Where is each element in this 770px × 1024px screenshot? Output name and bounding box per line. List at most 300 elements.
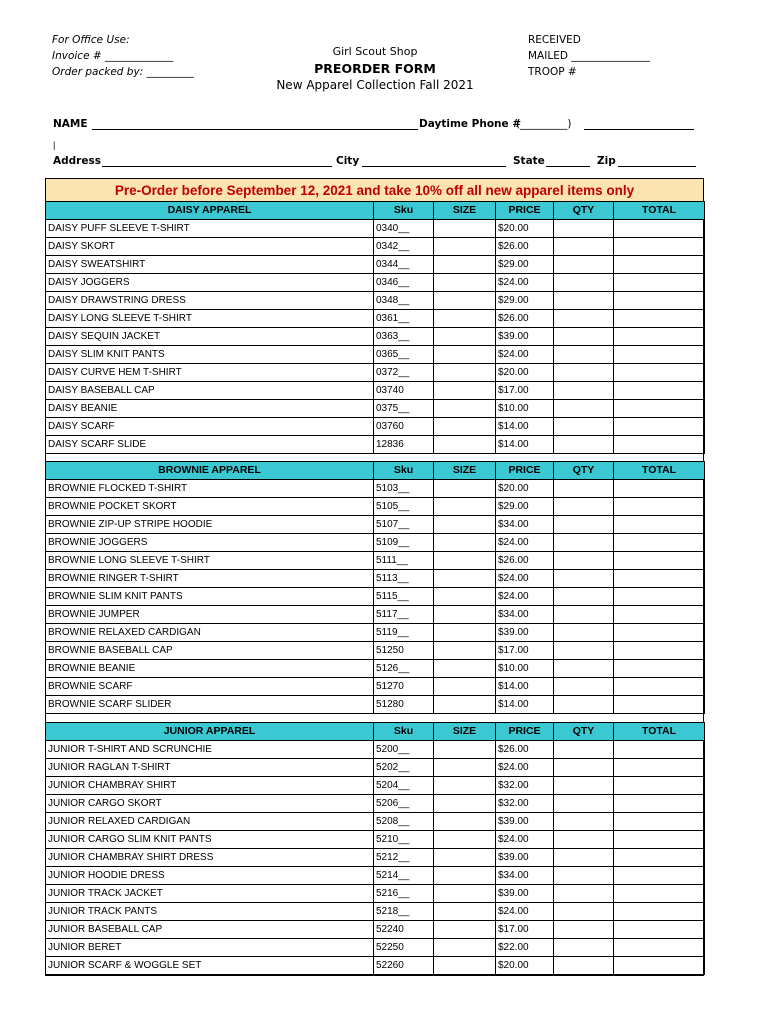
item-name: JUNIOR CHAMBRAY SHIRT DRESS [46, 849, 374, 867]
item-size-cell[interactable] [434, 292, 496, 310]
table-row [46, 624, 705, 642]
item-name: JUNIOR BASEBALL CAP [46, 921, 374, 939]
item-qty-cell[interactable] [554, 903, 614, 921]
received-block [528, 32, 650, 80]
item-qty-cell[interactable] [554, 328, 614, 346]
item-name: JUNIOR RAGLAN T-SHIRT [46, 759, 374, 777]
item-qty-cell[interactable] [554, 238, 614, 256]
item-total-cell[interactable] [614, 418, 705, 436]
item-price: $17.00 [496, 921, 554, 939]
item-qty-cell[interactable] [554, 849, 614, 867]
item-name: BROWNIE JUMPER [46, 606, 374, 624]
item-name: DAISY BASEBALL CAP [46, 382, 374, 400]
item-name: DAISY CURVE HEM T-SHIRT [46, 364, 374, 382]
item-size-cell[interactable] [434, 516, 496, 534]
section-table-1 [45, 201, 705, 454]
table-row [46, 588, 705, 606]
item-qty-cell[interactable] [554, 552, 614, 570]
item-total-cell[interactable] [614, 364, 705, 382]
item-total-cell[interactable] [614, 346, 705, 364]
column-header-total: TOTAL [614, 462, 705, 480]
item-price: $10.00 [496, 400, 554, 418]
item-qty-cell[interactable] [554, 606, 614, 624]
item-price: $24.00 [496, 759, 554, 777]
item-price: $26.00 [496, 741, 554, 759]
section-header-row [46, 202, 705, 220]
table-row [46, 606, 705, 624]
table-row [46, 678, 705, 696]
item-price: $14.00 [496, 678, 554, 696]
state-input-line[interactable] [546, 166, 590, 167]
column-header-price: PRICE [496, 462, 554, 480]
item-sku: 5103__ [374, 480, 434, 498]
name-label: NAME [53, 118, 88, 130]
item-size-cell[interactable] [434, 795, 496, 813]
item-price: $17.00 [496, 382, 554, 400]
item-qty-cell[interactable] [554, 256, 614, 274]
item-total-cell[interactable] [614, 256, 705, 274]
item-name: BROWNIE BASEBALL CAP [46, 642, 374, 660]
item-name: JUNIOR T-SHIRT AND SCRUNCHIE [46, 741, 374, 759]
item-qty-cell[interactable] [554, 292, 614, 310]
item-qty-cell[interactable] [554, 777, 614, 795]
item-qty-cell[interactable] [554, 274, 614, 292]
item-total-cell[interactable] [614, 570, 705, 588]
table-row [46, 696, 705, 714]
item-name: JUNIOR BERET [46, 939, 374, 957]
item-qty-cell[interactable] [554, 813, 614, 831]
item-sku: 0363__ [374, 328, 434, 346]
troop-field[interactable]: TROOP # [528, 66, 577, 78]
item-size-cell[interactable] [434, 480, 496, 498]
item-name: JUNIOR CARGO SKORT [46, 795, 374, 813]
item-size-cell[interactable] [434, 921, 496, 939]
item-name: DAISY JOGGERS [46, 274, 374, 292]
item-qty-cell[interactable] [554, 436, 614, 454]
column-header-qty: QTY [554, 723, 614, 741]
item-name: JUNIOR HOODIE DRESS [46, 867, 374, 885]
table-row [46, 310, 705, 328]
phone-area-code[interactable]: (_________) [516, 118, 572, 130]
item-size-cell[interactable] [434, 328, 496, 346]
column-header-total: TOTAL [614, 723, 705, 741]
item-price: $32.00 [496, 777, 554, 795]
item-size-cell[interactable] [434, 885, 496, 903]
item-size-cell[interactable] [434, 498, 496, 516]
item-size-cell[interactable] [434, 238, 496, 256]
item-total-cell[interactable] [614, 678, 705, 696]
table-row [46, 795, 705, 813]
item-total-cell[interactable] [614, 238, 705, 256]
item-total-cell[interactable] [614, 588, 705, 606]
item-total-cell[interactable] [614, 382, 705, 400]
item-qty-cell[interactable] [554, 921, 614, 939]
item-price: $17.00 [496, 642, 554, 660]
item-size-cell[interactable] [434, 310, 496, 328]
item-price: $22.00 [496, 939, 554, 957]
item-qty-cell[interactable] [554, 795, 614, 813]
item-sku: 0375__ [374, 400, 434, 418]
item-size-cell[interactable] [434, 220, 496, 238]
item-total-cell[interactable] [614, 220, 705, 238]
item-total-cell[interactable] [614, 867, 705, 885]
item-total-cell[interactable] [614, 400, 705, 418]
address-input-line[interactable] [102, 166, 332, 167]
item-name: BROWNIE RINGER T-SHIRT [46, 570, 374, 588]
item-sku: 5105__ [374, 498, 434, 516]
item-name: DAISY DRAWSTRING DRESS [46, 292, 374, 310]
item-total-cell[interactable] [614, 696, 705, 714]
item-sku: 5111__ [374, 552, 434, 570]
item-size-cell[interactable] [434, 256, 496, 274]
item-sku: 0340__ [374, 220, 434, 238]
item-sku: 5126__ [374, 660, 434, 678]
item-size-cell[interactable] [434, 741, 496, 759]
item-name: BROWNIE SCARF [46, 678, 374, 696]
item-total-cell[interactable] [614, 831, 705, 849]
item-size-cell[interactable] [434, 903, 496, 921]
item-total-cell[interactable] [614, 328, 705, 346]
table-row [46, 480, 705, 498]
section-title: JUNIOR APPAREL [46, 723, 374, 741]
column-header-sku: Sku [374, 462, 434, 480]
item-sku: 5202__ [374, 759, 434, 777]
table-row [46, 831, 705, 849]
section-table-2 [45, 461, 705, 714]
city-input-line[interactable] [362, 166, 506, 167]
table-row [46, 939, 705, 957]
item-sku: 52240 [374, 921, 434, 939]
item-sku: 0365__ [374, 346, 434, 364]
column-header-qty: QTY [554, 202, 614, 220]
item-price: $26.00 [496, 552, 554, 570]
zip-label: Zip [597, 155, 616, 167]
item-qty-cell[interactable] [554, 382, 614, 400]
item-sku: 0346__ [374, 274, 434, 292]
item-size-cell[interactable] [434, 364, 496, 382]
item-sku: 5117__ [374, 606, 434, 624]
item-total-cell[interactable] [614, 885, 705, 903]
item-size-cell[interactable] [434, 696, 496, 714]
item-name: BROWNIE SCARF SLIDER [46, 696, 374, 714]
item-name: JUNIOR CHAMBRAY SHIRT [46, 777, 374, 795]
section-header-row [46, 723, 705, 741]
order-packed-field[interactable]: Order packed by: _________ [52, 66, 194, 78]
item-name: BROWNIE FLOCKED T-SHIRT [46, 480, 374, 498]
item-sku: 5208__ [374, 813, 434, 831]
item-size-cell[interactable] [434, 849, 496, 867]
item-sku: 5200__ [374, 741, 434, 759]
item-total-cell[interactable] [614, 534, 705, 552]
item-qty-cell[interactable] [554, 867, 614, 885]
section-title: BROWNIE APPAREL [46, 462, 374, 480]
item-total-cell[interactable] [614, 606, 705, 624]
item-qty-cell[interactable] [554, 741, 614, 759]
item-sku: 0372__ [374, 364, 434, 382]
item-name: BROWNIE BEANIE [46, 660, 374, 678]
item-size-cell[interactable] [434, 831, 496, 849]
item-sku: 5115__ [374, 588, 434, 606]
item-sku: 5214__ [374, 867, 434, 885]
item-size-cell[interactable] [434, 382, 496, 400]
item-total-cell[interactable] [614, 921, 705, 939]
item-sku: 52250 [374, 939, 434, 957]
state-label: State [513, 155, 545, 167]
table-row [46, 642, 705, 660]
item-sku: 0361__ [374, 310, 434, 328]
office-use-block [52, 32, 194, 80]
table-row [46, 552, 705, 570]
item-qty-cell[interactable] [554, 516, 614, 534]
item-size-cell[interactable] [434, 939, 496, 957]
item-size-cell[interactable] [434, 552, 496, 570]
table-row [46, 534, 705, 552]
item-size-cell[interactable] [434, 642, 496, 660]
item-total-cell[interactable] [614, 741, 705, 759]
table-row [46, 759, 705, 777]
item-sku: 5216__ [374, 885, 434, 903]
item-name: DAISY PUFF SLEEVE T-SHIRT [46, 220, 374, 238]
table-row [46, 921, 705, 939]
item-price: $24.00 [496, 903, 554, 921]
item-sku: 0344__ [374, 256, 434, 274]
item-qty-cell[interactable] [554, 957, 614, 975]
item-total-cell[interactable] [614, 957, 705, 975]
item-sku: 0348__ [374, 292, 434, 310]
item-name: BROWNIE JOGGERS [46, 534, 374, 552]
item-size-cell[interactable] [434, 777, 496, 795]
item-qty-cell[interactable] [554, 696, 614, 714]
section-spacer [45, 454, 704, 461]
item-qty-cell[interactable] [554, 498, 614, 516]
item-name: JUNIOR SCARF & WOGGLE SET [46, 957, 374, 975]
table-row [46, 885, 705, 903]
item-sku: 03760 [374, 418, 434, 436]
item-qty-cell[interactable] [554, 220, 614, 238]
item-total-cell[interactable] [614, 642, 705, 660]
item-qty-cell[interactable] [554, 678, 614, 696]
item-total-cell[interactable] [614, 292, 705, 310]
item-sku: 5212__ [374, 849, 434, 867]
table-row [46, 328, 705, 346]
item-name: DAISY SKORT [46, 238, 374, 256]
item-price: $39.00 [496, 813, 554, 831]
item-qty-cell[interactable] [554, 364, 614, 382]
item-price: $32.00 [496, 795, 554, 813]
item-sku: 51250 [374, 642, 434, 660]
item-name: JUNIOR TRACK PANTS [46, 903, 374, 921]
item-name: BROWNIE RELAXED CARDIGAN [46, 624, 374, 642]
item-price: $34.00 [496, 516, 554, 534]
item-sku: 5107__ [374, 516, 434, 534]
item-price: $29.00 [496, 498, 554, 516]
item-total-cell[interactable] [614, 436, 705, 454]
item-qty-cell[interactable] [554, 346, 614, 364]
item-price: $39.00 [496, 885, 554, 903]
table-row [46, 346, 705, 364]
item-sku: 52260 [374, 957, 434, 975]
section-title: DAISY APPAREL [46, 202, 374, 220]
item-price: $14.00 [496, 418, 554, 436]
item-size-cell[interactable] [434, 759, 496, 777]
item-name: DAISY LONG SLEEVE T-SHIRT [46, 310, 374, 328]
item-sku: 5206__ [374, 795, 434, 813]
office-use-label: For Office Use: [52, 34, 130, 46]
item-total-cell[interactable] [614, 274, 705, 292]
item-qty-cell[interactable] [554, 570, 614, 588]
item-total-cell[interactable] [614, 660, 705, 678]
preorder-banner: Pre-Order before September 12, 2021 and take 10% off all new apparel items only [46, 179, 703, 201]
item-name: DAISY SEQUIN JACKET [46, 328, 374, 346]
item-qty-cell[interactable] [554, 400, 614, 418]
item-total-cell[interactable] [614, 849, 705, 867]
item-price: $20.00 [496, 364, 554, 382]
item-size-cell[interactable] [434, 534, 496, 552]
item-name: JUNIOR CARGO SLIM KNIT PANTS [46, 831, 374, 849]
section-table-3 [45, 722, 705, 975]
column-header-sku: Sku [374, 723, 434, 741]
table-row [46, 660, 705, 678]
item-qty-cell[interactable] [554, 831, 614, 849]
table-row [46, 777, 705, 795]
item-sku: 51270 [374, 678, 434, 696]
item-size-cell[interactable] [434, 346, 496, 364]
column-header-size: SIZE [434, 462, 496, 480]
item-sku: 5210__ [374, 831, 434, 849]
column-header-price: PRICE [496, 723, 554, 741]
item-qty-cell[interactable] [554, 310, 614, 328]
item-total-cell[interactable] [614, 939, 705, 957]
column-header-size: SIZE [434, 202, 496, 220]
item-size-cell[interactable] [434, 813, 496, 831]
table-row [46, 849, 705, 867]
table-row [46, 741, 705, 759]
phone-label: Daytime Phone # [419, 118, 522, 130]
item-size-cell[interactable] [434, 418, 496, 436]
phone-input-line[interactable] [584, 129, 694, 130]
item-size-cell[interactable] [434, 436, 496, 454]
item-name: JUNIOR RELAXED CARDIGAN [46, 813, 374, 831]
invoice-field[interactable]: Invoice # _____________ [52, 50, 174, 62]
item-price: $20.00 [496, 480, 554, 498]
item-total-cell[interactable] [614, 552, 705, 570]
item-total-cell[interactable] [614, 813, 705, 831]
item-sku: 5204__ [374, 777, 434, 795]
item-name: BROWNIE ZIP-UP STRIPE HOODIE [46, 516, 374, 534]
zip-input-line[interactable] [618, 166, 696, 167]
item-qty-cell[interactable] [554, 588, 614, 606]
table-row [46, 436, 705, 454]
item-qty-cell[interactable] [554, 480, 614, 498]
item-qty-cell[interactable] [554, 624, 614, 642]
item-qty-cell[interactable] [554, 534, 614, 552]
item-name: BROWNIE LONG SLEEVE T-SHIRT [46, 552, 374, 570]
item-name: DAISY SCARF SLIDE [46, 436, 374, 454]
item-price: $24.00 [496, 346, 554, 364]
table-row [46, 867, 705, 885]
item-qty-cell[interactable] [554, 939, 614, 957]
item-sku: 51280 [374, 696, 434, 714]
item-price: $10.00 [496, 660, 554, 678]
item-size-cell[interactable] [434, 274, 496, 292]
table-row [46, 903, 705, 921]
item-qty-cell[interactable] [554, 418, 614, 436]
table-row [46, 418, 705, 436]
table-row [46, 274, 705, 292]
item-name: DAISY SLIM KNIT PANTS [46, 346, 374, 364]
item-price: $24.00 [496, 831, 554, 849]
item-price: $14.00 [496, 436, 554, 454]
item-qty-cell[interactable] [554, 642, 614, 660]
column-header-price: PRICE [496, 202, 554, 220]
table-row [46, 813, 705, 831]
item-price: $24.00 [496, 570, 554, 588]
item-size-cell[interactable] [434, 588, 496, 606]
cursor-mark: | [53, 140, 56, 150]
item-price: $26.00 [496, 310, 554, 328]
item-size-cell[interactable] [434, 678, 496, 696]
table-row [46, 400, 705, 418]
item-size-cell[interactable] [434, 400, 496, 418]
collection-title: New Apparel Collection Fall 2021 [276, 78, 474, 92]
item-total-cell[interactable] [614, 310, 705, 328]
item-total-cell[interactable] [614, 759, 705, 777]
item-total-cell[interactable] [614, 516, 705, 534]
item-price: $20.00 [496, 220, 554, 238]
shop-name: Girl Scout Shop [332, 45, 418, 58]
item-sku: 03740 [374, 382, 434, 400]
table-row [46, 292, 705, 310]
table-row [46, 256, 705, 274]
item-sku: 5119__ [374, 624, 434, 642]
item-name: BROWNIE SLIM KNIT PANTS [46, 588, 374, 606]
item-total-cell[interactable] [614, 624, 705, 642]
city-label: City [336, 155, 360, 167]
item-name: DAISY SWEATSHIRT [46, 256, 374, 274]
name-input-line[interactable] [92, 129, 418, 130]
item-total-cell[interactable] [614, 903, 705, 921]
table-row [46, 238, 705, 256]
item-total-cell[interactable] [614, 498, 705, 516]
form-title: PREORDER FORM [314, 61, 436, 76]
item-price: $14.00 [496, 696, 554, 714]
item-price: $39.00 [496, 849, 554, 867]
item-size-cell[interactable] [434, 624, 496, 642]
item-qty-cell[interactable] [554, 759, 614, 777]
item-total-cell[interactable] [614, 795, 705, 813]
item-price: $24.00 [496, 274, 554, 292]
column-header-sku: Sku [374, 202, 434, 220]
item-total-cell[interactable] [614, 480, 705, 498]
item-qty-cell[interactable] [554, 885, 614, 903]
item-size-cell[interactable] [434, 660, 496, 678]
table-row [46, 364, 705, 382]
item-price: $39.00 [496, 624, 554, 642]
mailed-field[interactable]: MAILED _______________ [528, 50, 650, 62]
item-size-cell[interactable] [434, 957, 496, 975]
item-total-cell[interactable] [614, 777, 705, 795]
item-price: $34.00 [496, 606, 554, 624]
item-size-cell[interactable] [434, 867, 496, 885]
item-name: DAISY SCARF [46, 418, 374, 436]
item-sku: 0342__ [374, 238, 434, 256]
table-row [46, 498, 705, 516]
table-row [46, 516, 705, 534]
item-size-cell[interactable] [434, 570, 496, 588]
received-label: RECEIVED [528, 34, 581, 46]
item-size-cell[interactable] [434, 606, 496, 624]
item-qty-cell[interactable] [554, 660, 614, 678]
